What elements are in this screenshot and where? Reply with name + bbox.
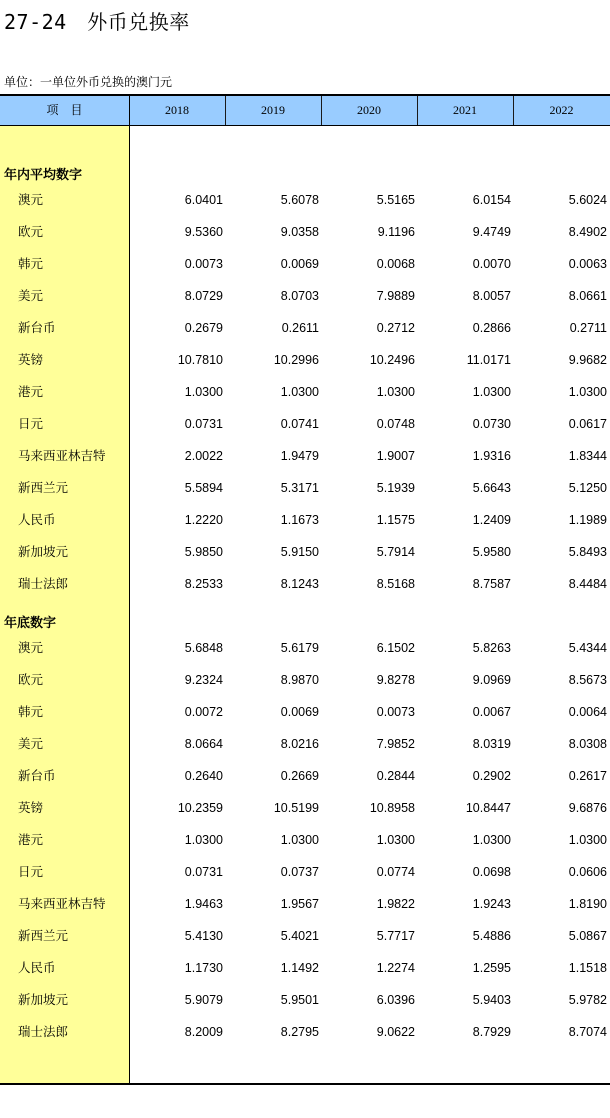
rate-cell: 10.2496	[369, 353, 415, 367]
rate-cell: 9.8278	[376, 673, 415, 687]
rate-cell: 0.0069	[280, 705, 319, 719]
rate-cell: 5.9150	[280, 545, 319, 559]
rate-cell: 0.0698	[472, 865, 511, 879]
rate-cell: 1.0300	[280, 833, 319, 847]
rate-cell: 5.6848	[184, 641, 223, 655]
table-row	[0, 574, 610, 594]
rate-cell: 1.9007	[376, 449, 415, 463]
table-header	[0, 96, 610, 126]
table-row	[0, 958, 610, 978]
rate-cell: 0.0072	[184, 705, 223, 719]
rate-cell: 1.0300	[568, 833, 607, 847]
rate-cell: 1.1730	[184, 961, 223, 975]
row-label: 美元	[18, 288, 44, 303]
rate-cell: 0.0067	[472, 705, 511, 719]
rate-cell: 9.2324	[184, 673, 223, 687]
rate-cell: 1.2595	[472, 961, 511, 975]
table-row	[0, 318, 610, 338]
row-label: 澳元	[18, 640, 44, 655]
row-label: 英镑	[18, 352, 44, 367]
rate-cell: 5.9403	[472, 993, 511, 1007]
table-row	[0, 286, 610, 306]
row-label: 新台币	[18, 320, 56, 335]
rate-cell: 5.6024	[568, 193, 607, 207]
row-label: 欧元	[18, 224, 44, 239]
rate-cell: 7.9852	[376, 737, 415, 751]
rate-cell: 9.9682	[568, 353, 607, 367]
rate-cell: 5.9850	[184, 545, 223, 559]
rate-cell: 0.0063	[568, 257, 607, 271]
rate-cell: 0.0731	[184, 865, 223, 879]
rate-cell: 1.9479	[280, 449, 319, 463]
rate-cell: 5.4130	[184, 929, 223, 943]
rate-cell: 2.0022	[184, 449, 223, 463]
rate-cell: 8.4902	[568, 225, 607, 239]
rate-cell: 8.5673	[568, 673, 607, 687]
rate-cell: 1.8190	[568, 897, 607, 911]
rate-cell: 1.8344	[568, 449, 607, 463]
rate-cell: 1.9243	[472, 897, 511, 911]
row-label: 日元	[18, 864, 44, 879]
rate-cell: 8.2795	[280, 1025, 319, 1039]
rate-cell: 5.1939	[376, 481, 415, 495]
rate-cell: 1.0300	[472, 385, 511, 399]
header-year: 2020	[357, 103, 381, 117]
rate-cell: 7.9889	[376, 289, 415, 303]
rate-cell: 0.2679	[184, 321, 223, 335]
table-bottom-rule	[0, 1083, 610, 1085]
rate-cell: 8.0216	[280, 737, 319, 751]
rate-cell: 5.9782	[568, 993, 607, 1007]
rate-cell: 8.4484	[568, 577, 607, 591]
table-row	[0, 222, 610, 242]
row-label: 欧元	[18, 672, 44, 687]
rate-cell: 0.0731	[184, 417, 223, 431]
header-year: 2018	[165, 103, 189, 117]
rate-cell: 0.0069	[280, 257, 319, 271]
rate-cell: 0.2866	[472, 321, 511, 335]
rate-cell: 8.0729	[184, 289, 223, 303]
table-row	[0, 1022, 610, 1042]
rate-cell: 0.2711	[569, 321, 607, 335]
rate-cell: 5.8493	[568, 545, 607, 559]
rate-cell: 5.8263	[472, 641, 511, 655]
rate-cell: 0.0748	[376, 417, 415, 431]
table-row	[0, 766, 610, 786]
table-row	[0, 350, 610, 370]
rate-cell: 5.1250	[568, 481, 607, 495]
rate-cell: 5.6179	[280, 641, 319, 655]
header-year: 2021	[453, 103, 477, 117]
rate-cell: 8.7929	[472, 1025, 511, 1039]
row-label: 新加坡元	[18, 544, 69, 559]
rate-cell: 9.6876	[568, 801, 607, 815]
row-label: 澳元	[18, 192, 44, 207]
row-label: 新台币	[18, 768, 56, 783]
row-label: 新西兰元	[18, 928, 69, 943]
rate-cell: 8.2533	[184, 577, 223, 591]
rate-cell: 9.1196	[377, 225, 415, 239]
rate-cell: 9.0969	[472, 673, 511, 687]
table-row	[0, 702, 610, 722]
table-row	[0, 990, 610, 1010]
rate-cell: 0.0741	[280, 417, 319, 431]
table-row	[0, 254, 610, 274]
rate-cell: 1.1492	[280, 961, 319, 975]
table-row	[0, 926, 610, 946]
rate-cell: 8.0703	[280, 289, 319, 303]
table-row	[0, 382, 610, 402]
rate-cell: 8.1243	[280, 577, 319, 591]
row-label: 人民币	[18, 960, 56, 975]
row-label: 韩元	[18, 256, 44, 271]
rate-cell: 1.1989	[568, 513, 607, 527]
header-year: 2019	[261, 103, 285, 117]
row-label: 韩元	[18, 704, 44, 719]
rate-cell: 5.6078	[280, 193, 319, 207]
rate-cell: 9.4749	[472, 225, 511, 239]
row-label: 瑞士法郎	[18, 1024, 69, 1039]
table-row	[0, 830, 610, 850]
rate-cell: 10.7810	[177, 353, 223, 367]
rate-cell: 0.0068	[376, 257, 415, 271]
rate-cell: 1.0300	[280, 385, 319, 399]
rate-cell: 1.0300	[184, 833, 223, 847]
row-label: 港元	[18, 384, 44, 399]
rate-cell: 5.9501	[280, 993, 319, 1007]
rate-cell: 5.4021	[280, 929, 319, 943]
rate-cell: 8.0057	[472, 289, 511, 303]
rate-cell: 0.2902	[472, 769, 511, 783]
row-label: 瑞士法郎	[18, 576, 69, 591]
table-row	[0, 894, 610, 914]
rate-cell: 5.4344	[568, 641, 607, 655]
rate-cell: 5.9079	[184, 993, 223, 1007]
table-row	[0, 862, 610, 882]
rate-cell: 8.2009	[184, 1025, 223, 1039]
table-row	[0, 798, 610, 818]
table-row	[0, 638, 610, 658]
rate-cell: 1.1518	[568, 961, 607, 975]
row-label: 港元	[18, 832, 44, 847]
rate-cell: 9.5360	[184, 225, 223, 239]
table-row	[0, 670, 610, 690]
table-row	[0, 510, 610, 530]
header-item-label: 项 目	[46, 103, 83, 117]
rate-cell: 6.0154	[472, 193, 511, 207]
rate-cell: 0.2712	[376, 321, 415, 335]
rate-cell: 10.2996	[273, 353, 319, 367]
rate-cell: 1.9316	[472, 449, 511, 463]
rate-cell: 1.0300	[472, 833, 511, 847]
rate-cell: 1.0300	[376, 833, 415, 847]
rate-cell: 8.0661	[568, 289, 607, 303]
row-label: 日元	[18, 416, 44, 431]
rate-cell: 8.7587	[472, 577, 511, 591]
rate-cell: 11.0171	[466, 353, 511, 367]
section-heading: 年底数字	[4, 616, 57, 631]
rate-cell: 5.5894	[184, 481, 223, 495]
rate-cell: 10.5199	[273, 801, 319, 815]
rate-cell: 1.1575	[376, 513, 415, 527]
rate-cell: 8.5168	[376, 577, 415, 591]
rate-cell: 10.8958	[369, 801, 415, 815]
rate-cell: 10.2359	[177, 801, 223, 815]
rate-cell: 0.0730	[472, 417, 511, 431]
unit-note: 单位：一单位外币兑换的澳门元	[4, 75, 173, 89]
row-label: 美元	[18, 736, 44, 751]
rate-cell: 8.0664	[184, 737, 223, 751]
rate-cell: 5.6643	[472, 481, 511, 495]
section-heading: 年内平均数字	[4, 168, 83, 183]
rate-cell: 0.0073	[184, 257, 223, 271]
rate-cell: 6.0401	[184, 193, 223, 207]
row-label: 英镑	[18, 800, 44, 815]
rate-cell: 0.0774	[376, 865, 415, 879]
row-label: 新加坡元	[18, 992, 69, 1007]
rate-cell: 8.0319	[472, 737, 511, 751]
rate-cell: 10.8447	[465, 801, 511, 815]
rate-cell: 0.0073	[376, 705, 415, 719]
table-row	[0, 446, 610, 466]
rate-cell: 1.9463	[184, 897, 223, 911]
rate-cell: 6.0396	[376, 993, 415, 1007]
row-label: 马来西亚林吉特	[18, 896, 106, 911]
row-label: 人民币	[18, 512, 56, 527]
table-row	[0, 734, 610, 754]
rate-cell: 1.9567	[280, 897, 319, 911]
rate-cell: 1.2274	[376, 961, 415, 975]
rate-cell: 9.0622	[376, 1025, 415, 1039]
rate-cell: 0.2611	[281, 321, 319, 335]
rate-cell: 0.2844	[376, 769, 415, 783]
rate-cell: 0.2640	[184, 769, 223, 783]
rate-cell: 0.0737	[280, 865, 319, 879]
rate-cell: 5.7914	[376, 545, 415, 559]
table-row	[0, 542, 610, 562]
header-year: 2022	[549, 103, 574, 117]
rate-cell: 9.0358	[280, 225, 319, 239]
rate-cell: 0.0070	[472, 257, 511, 271]
rate-cell: 0.2617	[568, 769, 607, 783]
row-label: 新西兰元	[18, 480, 69, 495]
rate-cell: 0.2669	[280, 769, 319, 783]
rate-cell: 0.0606	[568, 865, 607, 879]
rate-cell: 5.5165	[376, 193, 415, 207]
rate-cell: 5.3171	[280, 481, 319, 495]
rate-cell: 1.0300	[568, 385, 607, 399]
rate-cell: 8.0308	[568, 737, 607, 751]
rate-cell: 5.7717	[376, 929, 415, 943]
table-row	[0, 478, 610, 498]
rate-cell: 8.9870	[280, 673, 319, 687]
rate-cell: 0.0064	[568, 705, 607, 719]
rate-cell: 5.9580	[472, 545, 511, 559]
page-title: 27-24 外币兑换率	[4, 10, 190, 34]
rate-cell: 5.0867	[568, 929, 607, 943]
table-row	[0, 190, 610, 210]
rate-cell: 6.1502	[376, 641, 415, 655]
rate-cell: 1.1673	[280, 513, 319, 527]
row-label: 马来西亚林吉特	[18, 448, 106, 463]
rate-cell: 5.4886	[472, 929, 511, 943]
rate-cell: 0.0617	[568, 417, 607, 431]
rate-cell: 1.9822	[376, 897, 415, 911]
rate-cell: 8.7074	[568, 1025, 607, 1039]
rate-cell: 1.2220	[184, 513, 223, 527]
rate-cell: 1.2409	[472, 513, 511, 527]
table-row	[0, 414, 610, 434]
rate-cell: 1.0300	[376, 385, 415, 399]
rate-cell: 1.0300	[184, 385, 223, 399]
